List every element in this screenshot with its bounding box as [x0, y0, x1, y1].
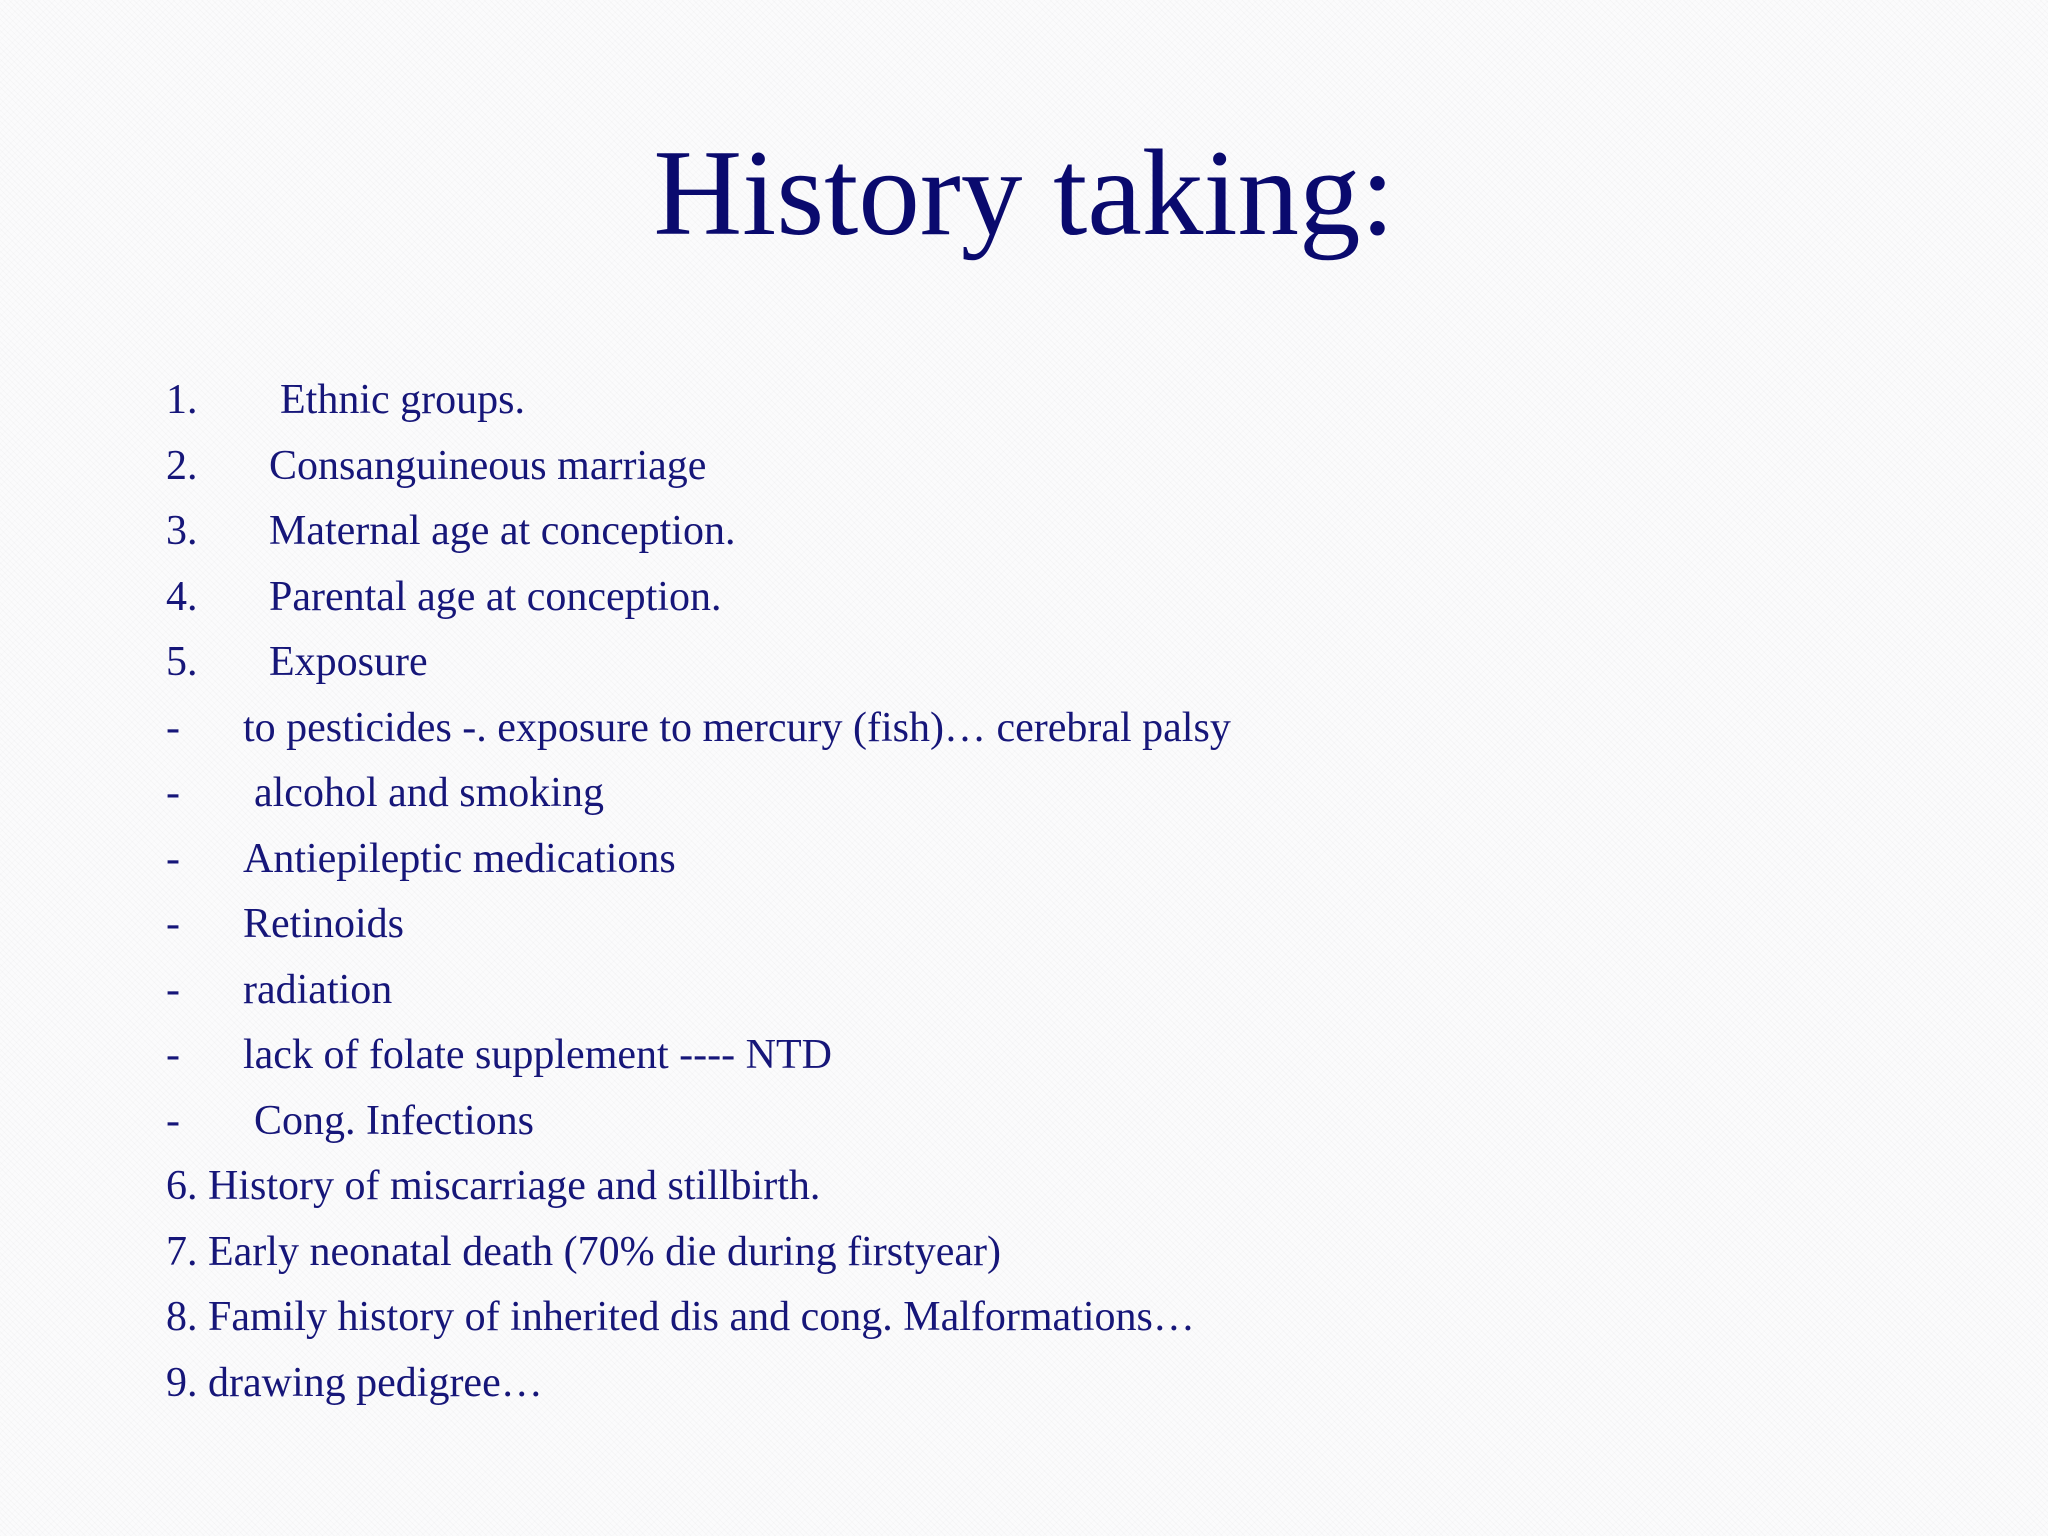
list-item-text: Consanguineous marriage	[269, 442, 707, 489]
list-item-text: 7. Early neonatal death (70% die during firstyear)	[166, 1228, 1002, 1275]
dash-bullet: -	[166, 835, 180, 882]
exposure-item-retinoids	[166, 892, 1986, 958]
dash-bullet: -	[166, 901, 180, 947]
exposure-item-text: lack of folate supplement ---- NTD	[243, 1032, 832, 1078]
list-item-text: 8. Family history of inherited dis and cong. Malformations…	[166, 1294, 1195, 1340]
dash-bullet: -	[166, 770, 180, 816]
exposure-item-text: Cong. Infections	[254, 1097, 534, 1144]
list-item-text: Maternal age at conception.	[269, 508, 736, 554]
slide-title: History taking:	[653, 124, 1395, 261]
list-item-text: Parental age at conception.	[269, 573, 722, 620]
exposure-item-infections	[166, 1089, 1986, 1155]
list-item-ethnic-groups	[166, 368, 1986, 434]
exposure-item-text: Antiepileptic medications	[243, 835, 676, 882]
dash-bullet: -	[166, 1032, 180, 1078]
list-item-text: 9. drawing pedigree…	[166, 1359, 543, 1406]
exposure-item-antiepileptic	[166, 827, 1986, 893]
list-item-parental-age	[166, 565, 1986, 631]
exposure-item-pesticides	[166, 696, 1986, 762]
dash-bullet: -	[166, 966, 180, 1013]
exposure-item-text: alcohol and smoking	[254, 770, 604, 816]
list-number: 2.	[166, 442, 198, 489]
list-item-text: Ethnic groups.	[280, 377, 525, 423]
list-number: 5.	[166, 639, 198, 685]
exposure-item-text: to pesticides -. exposure to mercury (fish)… cerebral palsy	[243, 704, 1231, 751]
exposure-item-alcohol-smoking	[166, 761, 1986, 827]
exposure-item-text: Retinoids	[243, 901, 405, 947]
exposure-item-folate	[166, 1023, 1986, 1089]
list-item-exposure	[166, 630, 1986, 696]
list-item-text: Exposure	[269, 639, 428, 685]
exposure-item-text: radiation	[243, 966, 393, 1013]
list-item-neonatal-death	[166, 1220, 1986, 1286]
list-number: 1.	[166, 377, 198, 423]
dash-bullet: -	[166, 1097, 180, 1144]
list-item-text: 6. History of miscarriage and stillbirth.	[166, 1163, 821, 1209]
list-item-maternal-age	[166, 499, 1986, 565]
dash-bullet: -	[166, 704, 180, 751]
slide-body	[166, 368, 1986, 1416]
list-item-pedigree	[166, 1351, 1986, 1417]
exposure-item-radiation	[166, 958, 1986, 1024]
list-item-miscarriage	[166, 1154, 1986, 1220]
list-number: 4.	[166, 573, 198, 620]
list-number: 3.	[166, 508, 198, 554]
list-item-consanguineous-marriage	[166, 434, 1986, 500]
list-item-family-history	[166, 1285, 1986, 1351]
